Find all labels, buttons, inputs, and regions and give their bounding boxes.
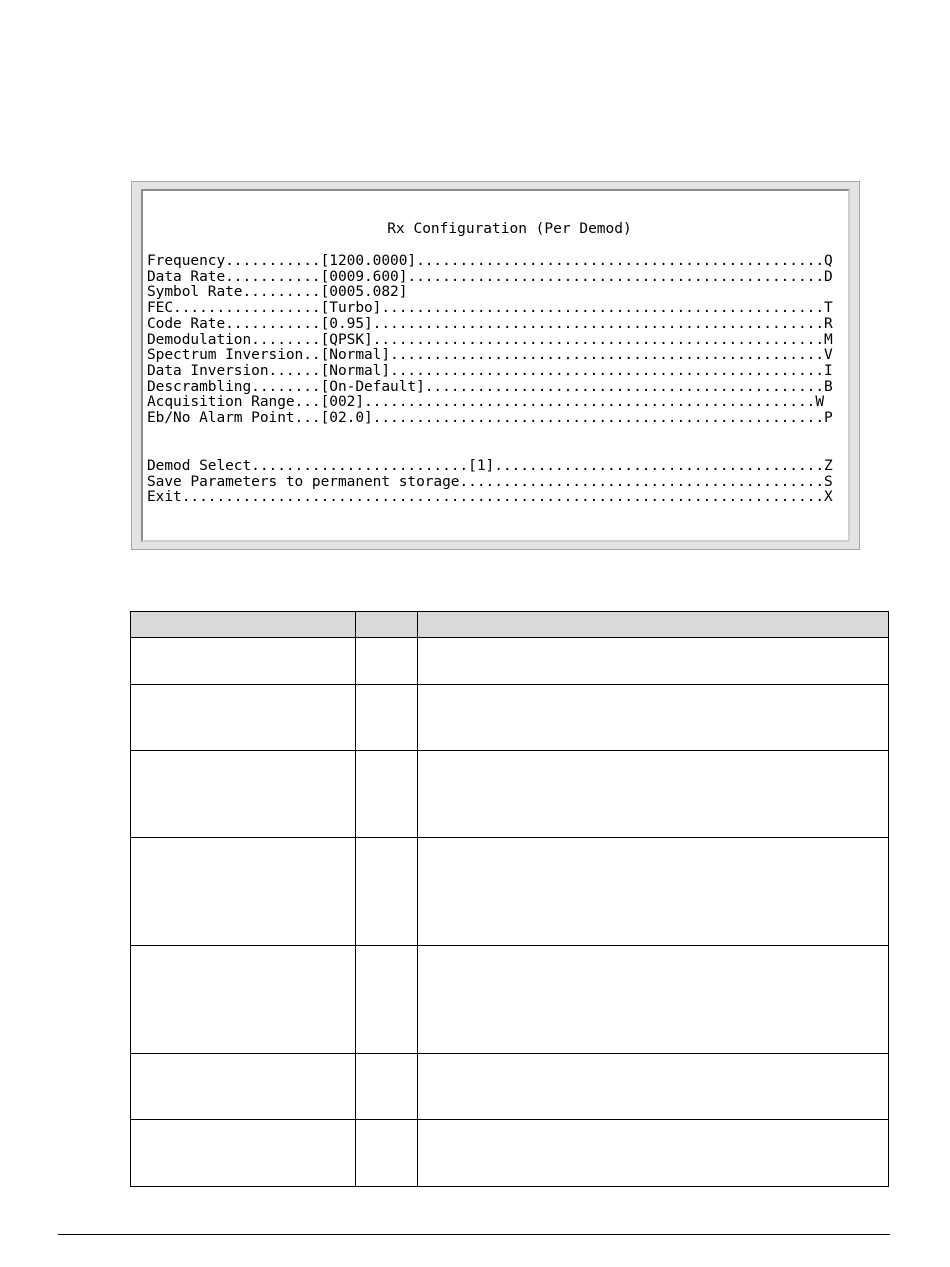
command-save-parameters[interactable]: Save Parameters to permanent storage..........................................S <box>147 473 833 490</box>
table-row <box>131 1054 889 1120</box>
table-row <box>131 838 889 946</box>
table-cell <box>418 638 889 685</box>
terminal-window <box>131 181 860 550</box>
table-cell <box>356 838 418 946</box>
table-cell <box>131 685 356 751</box>
footer-divider <box>58 1234 890 1235</box>
setting-symbol-rate: Symbol Rate.........[0005.082] <box>147 284 408 301</box>
table-cell <box>356 751 418 838</box>
terminal-title: Rx Configuration (Per Demod) <box>387 221 632 237</box>
table-cell <box>418 1054 889 1120</box>
setting-ebno-alarm-point[interactable]: Eb/No Alarm Point...[02.0]....................................................P <box>147 410 833 427</box>
table-row <box>131 1120 889 1187</box>
commands-list <box>147 459 833 506</box>
table-cell <box>418 946 889 1054</box>
table-header-row <box>131 612 889 638</box>
table-cell <box>418 685 889 751</box>
table-cell <box>131 838 356 946</box>
parameter-table <box>130 611 889 1187</box>
table-cell <box>418 751 889 838</box>
setting-frequency[interactable]: Frequency...........[1200.0000]...............................................Q <box>147 253 833 269</box>
table-row <box>131 946 889 1054</box>
setting-data-inversion[interactable]: Data Inversion......[Normal]..................................................I <box>147 362 833 379</box>
settings-list <box>147 254 833 427</box>
setting-fec[interactable]: FEC.................[Turbo]...................................................T <box>147 300 833 317</box>
setting-spectrum-inversion[interactable]: Spectrum Inversion..[Normal]..................................................V <box>147 347 833 364</box>
table-cell <box>131 1120 356 1187</box>
setting-acquisition-range[interactable]: Acquisition Range...[002]....................................................W <box>147 394 825 411</box>
command-demod-select[interactable]: Demod Select.........................[1]......................................Z <box>147 458 833 474</box>
table-cell <box>131 946 356 1054</box>
table-cell <box>356 685 418 751</box>
table-cell <box>131 751 356 838</box>
table-header-cell <box>356 612 418 638</box>
table-cell <box>418 838 889 946</box>
table-cell <box>356 1120 418 1187</box>
table-cell <box>356 1054 418 1120</box>
setting-demodulation[interactable]: Demodulation........[QPSK]....................................................M <box>147 331 833 348</box>
table-cell <box>356 638 418 685</box>
setting-code-rate[interactable]: Code Rate...........[0.95]....................................................R <box>147 315 833 332</box>
setting-data-rate[interactable]: Data Rate...........[0009.600]................................................D <box>147 268 833 285</box>
table-cell <box>418 1120 889 1187</box>
table-cell <box>356 946 418 1054</box>
table-cell <box>131 1054 356 1120</box>
table-row <box>131 638 889 685</box>
table-header-cell <box>418 612 889 638</box>
table-header-cell <box>131 612 356 638</box>
table-row <box>131 751 889 838</box>
command-exit[interactable]: Exit..........................................................................X <box>147 489 833 506</box>
table-cell <box>131 638 356 685</box>
terminal-screen <box>141 189 850 542</box>
table-row <box>131 685 889 751</box>
setting-descrambling[interactable]: Descrambling........[On-Default]..............................................B <box>147 378 833 395</box>
